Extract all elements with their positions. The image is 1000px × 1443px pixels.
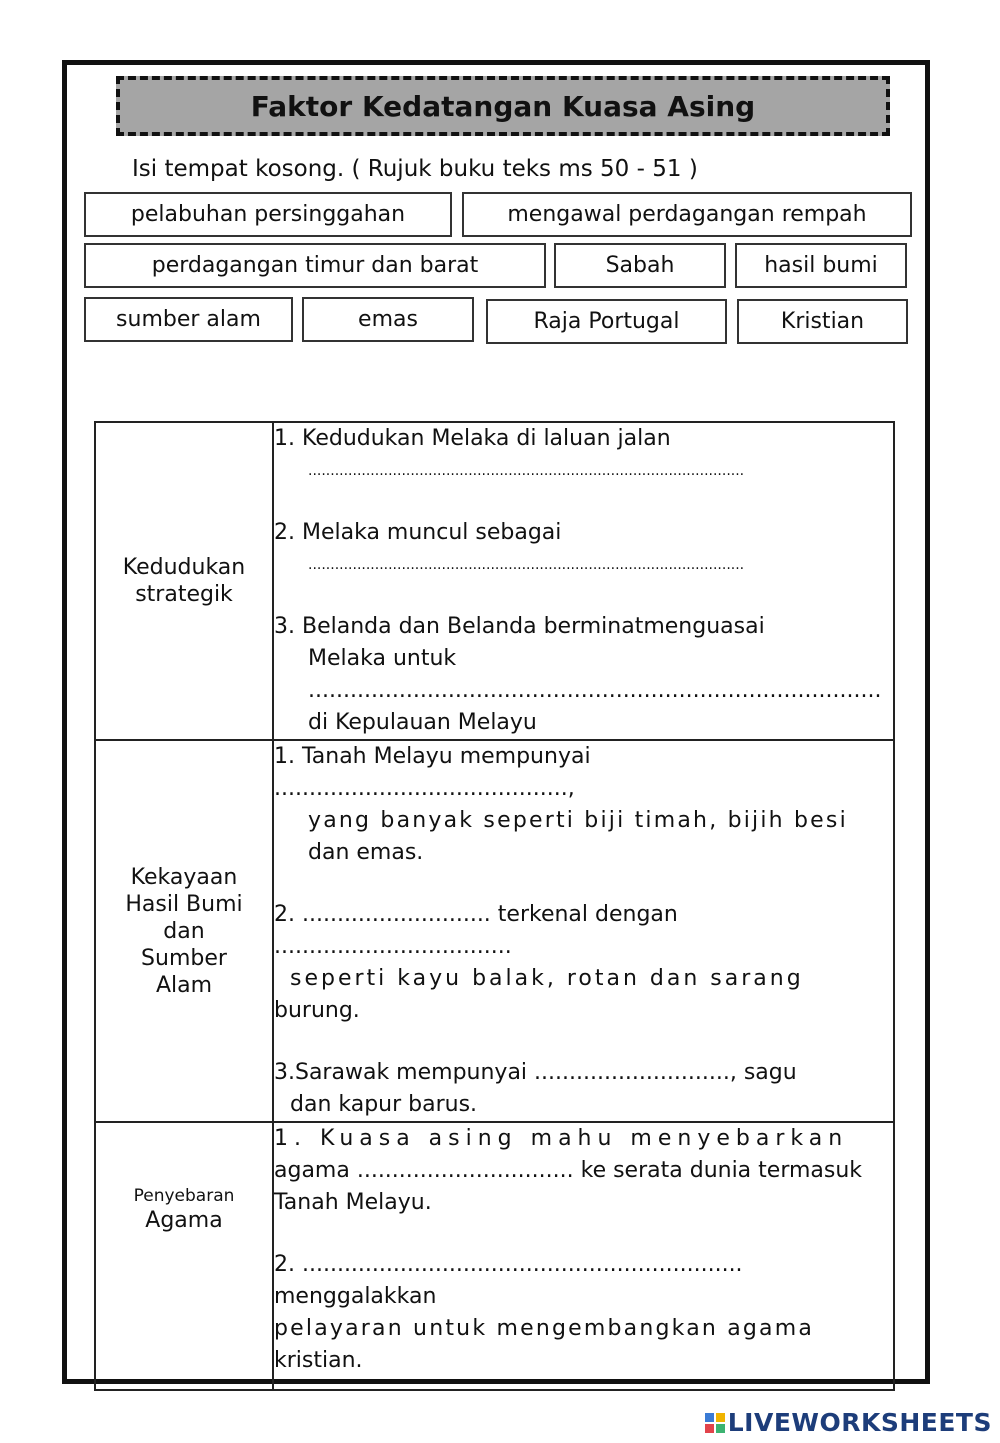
answer-blank[interactable]: ..................................................................................................	[308, 557, 745, 573]
question-text: seperti kayu balak, rotan dan sarang	[290, 966, 804, 991]
question-text: 1. Tanah Melayu mempunyai ..........................................,	[274, 744, 591, 801]
worksheet-title: Faktor Kedatangan Kuasa Asing	[116, 76, 890, 136]
category-label: Sumber	[141, 945, 227, 971]
question-text: 3. Belanda dan Belanda berminatmenguasai	[274, 614, 765, 639]
category-cell	[95, 740, 273, 1122]
content-cell	[273, 1122, 894, 1390]
row-kedudukan-strategik	[95, 422, 894, 740]
liveworksheets-icon	[705, 1413, 725, 1433]
word-chip-perdagangan-timur-dan-barat[interactable]: perdagangan timur dan barat	[84, 243, 546, 288]
row-penyebaran-agama	[95, 1122, 894, 1390]
word-chip-emas[interactable]: emas	[302, 297, 474, 342]
question-text: 1. Kedudukan Melaka di laluan jalan	[274, 426, 671, 451]
category-label: Hasil Bumi	[125, 891, 243, 917]
question-text: 2. Melaka muncul sebagai	[274, 520, 562, 545]
content-cell	[273, 740, 894, 1122]
word-chip-raja-portugal[interactable]: Raja Portugal	[486, 299, 727, 344]
category-label: Agama	[145, 1208, 223, 1233]
question-text: dan kapur barus.	[290, 1092, 478, 1117]
question-text: kristian.	[274, 1348, 363, 1373]
question-text: burung.	[274, 998, 360, 1023]
word-chip-sumber-alam[interactable]: sumber alam	[84, 297, 293, 342]
question-text: yang banyak seperti biji timah, bijih besi	[308, 808, 848, 833]
instruction-text: Isi tempat kosong. ( Rujuk buku teks ms 50 - 51 )	[132, 156, 698, 182]
category-label: Alam	[155, 972, 213, 998]
word-chip-hasil-bumi[interactable]: hasil bumi	[735, 243, 907, 288]
category-label: Kekayaan	[130, 864, 238, 890]
question-text: 1. Kuasa asing mahu menyebarkan	[274, 1126, 849, 1151]
question-text: 3.Sarawak mempunyai ............................, sagu	[274, 1060, 797, 1085]
category-label: dan	[163, 918, 205, 944]
category-label: Penyebaran	[133, 1186, 235, 1206]
category-cell	[95, 422, 273, 740]
answer-blank[interactable]: ..................................................................................................	[308, 463, 745, 479]
word-chip-pelabuhan-persinggahan[interactable]: pelabuhan persinggahan	[84, 192, 452, 237]
question-text: dan emas.	[308, 840, 424, 865]
question-text: 2. ............................................................... menggalakkan	[274, 1252, 743, 1309]
category-cell	[95, 1122, 273, 1390]
word-chip-kristian[interactable]: Kristian	[737, 299, 908, 344]
question-text: di Kepulauan Melayu	[308, 710, 537, 735]
question-text: Tanah Melayu.	[274, 1190, 432, 1215]
row-kekayaan-hasil-bumi	[95, 740, 894, 1122]
question-text: Melaka untuk ..................................................................................	[308, 646, 882, 703]
factors-table	[94, 421, 895, 1391]
category-label: strategik	[135, 582, 233, 607]
category-label: Kedudukan	[122, 555, 246, 580]
question-text: pelayaran untuk mengembangkan agama	[274, 1316, 815, 1341]
question-text: agama ............................... ke serata dunia termasuk	[274, 1158, 863, 1183]
liveworksheets-logo[interactable]	[705, 1408, 992, 1437]
word-chip-mengawal-perdagangan-rempah[interactable]: mengawal perdagangan rempah	[462, 192, 912, 237]
content-cell	[273, 422, 894, 740]
brand-name: LIVEWORKSHEETS	[727, 1408, 992, 1437]
question-text: 2. ........................... terkenal dengan ..................................	[274, 902, 678, 959]
word-chip-sabah[interactable]: Sabah	[554, 243, 726, 288]
